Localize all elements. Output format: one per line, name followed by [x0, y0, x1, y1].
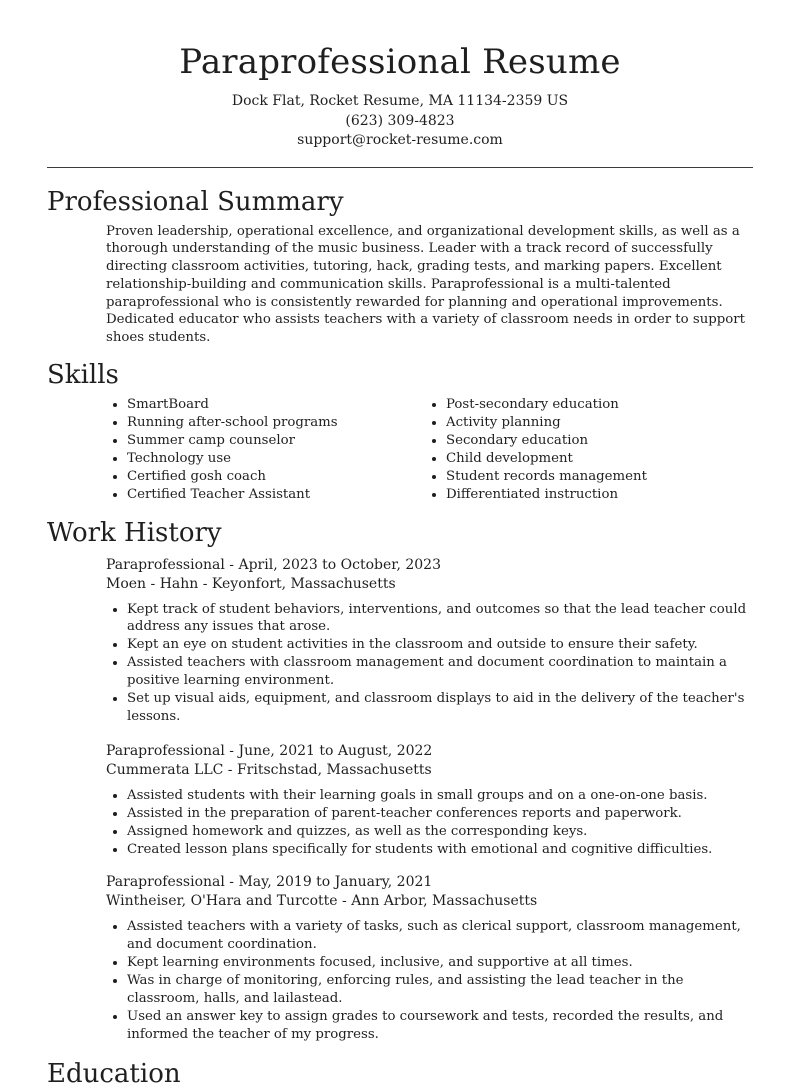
- job-bullet: • Created lesson plans specifically for students with emotional and cognitive difficulties.: [127, 841, 753, 859]
- skills-column-left: [106, 396, 425, 503]
- job-bullets: [106, 918, 753, 1043]
- job-entry: [106, 873, 753, 1043]
- job-bullet: • Assisted teachers with a variety of tasks, such as clerical support, classroom management, and document coordination.: [127, 918, 753, 954]
- job-bullet: • Assigned homework and quizzes, as well as the corresponding keys.: [127, 823, 753, 841]
- job-entry: [106, 556, 753, 726]
- skills-list: [106, 396, 753, 503]
- job-entry: [106, 742, 753, 859]
- job-bullet: • Kept learning environments focused, inclusive, and supportive at all times.: [127, 954, 753, 972]
- job-company-location: Moen - Hahn - Keyonfort, Massachusetts: [106, 575, 396, 592]
- job-bullet: • Assisted students with their learning goals in small groups and on a one-on-one basis.: [127, 787, 753, 805]
- summary-text: Proven leadership, operational excellence, and organizational development skills, as well as a thorough understanding of the music business. Leader with a track record of successfully directing classroom activities, tutoring, hack, grading tests, and marking papers. Excellent relationship-building and communication skills. Paraprofessional is a multi-talented paraprofessional who is consistently rewarded for planning and operational improvements. Dedicated educator who assists teachers with a variety of classroom needs in order to support shoes students.: [106, 223, 745, 346]
- job-bullet: • Kept an eye on student activities in the classroom and outside to ensure their safety.: [127, 636, 753, 654]
- skills-column-right: [425, 396, 753, 503]
- skill-item: • Child development: [446, 450, 753, 468]
- resume-page: [47, 0, 753, 1090]
- header-divider: [47, 167, 753, 168]
- skill-item: • Post-secondary education: [446, 396, 753, 414]
- job-bullet: • Kept track of student behaviors, interventions, and outcomes so that the lead teacher could address any issues that arose.: [127, 601, 753, 637]
- job-company-location: Wintheiser, O'Hara and Turcotte - Ann Arbor, Massachusetts: [106, 893, 538, 910]
- skill-item: • Certified Teacher Assistant: [127, 486, 425, 504]
- skill-item: • Certified gosh coach: [127, 468, 425, 486]
- job-bullet: • Assisted in the preparation of parent-teacher conferences reports and paperwork.: [127, 805, 753, 823]
- job-bullet: • Set up visual aids, equipment, and classroom displays to aid in the delivery of the teacher's lessons.: [127, 690, 753, 726]
- skill-item: • Summer camp counselor: [127, 432, 425, 450]
- job-title-dates: Paraprofessional - May, 2019 to January, 2021: [106, 874, 433, 891]
- resume-title: Paraprofessional Resume: [179, 42, 621, 82]
- job-bullet: • Used an answer key to assign grades to coursework and tests, recorded the results, and informed the teacher of my progress.: [127, 1008, 753, 1044]
- skill-item: • Secondary education: [446, 432, 753, 450]
- skill-item: • Student records management: [446, 468, 753, 486]
- job-bullets: [106, 601, 753, 726]
- skill-item: • Activity planning: [446, 414, 753, 432]
- skill-item: • Technology use: [127, 450, 425, 468]
- job-bullet: • Was in charge of monitoring, enforcing rules, and assisting the lead teacher in the classroom, halls, and lailastead.: [127, 972, 753, 1008]
- skill-item: • SmartBoard: [127, 396, 425, 414]
- section-heading-skills: Skills: [47, 360, 119, 391]
- job-bullet: • Assisted teachers with classroom management and document coordination to maintain a positive learning environment.: [127, 654, 753, 690]
- section-heading-work-history: Work History: [47, 517, 222, 548]
- job-company-location: Cummerata LLC - Fritschstad, Massachusetts: [106, 761, 432, 778]
- skill-item: • Differentiated instruction: [446, 486, 753, 504]
- resume-header: [47, 0, 753, 151]
- section-heading-summary: Professional Summary: [47, 186, 344, 217]
- contact-address: Dock Flat, Rocket Resume, MA 11134-2359 US: [231, 93, 569, 109]
- section-heading-education: Education: [47, 1058, 181, 1089]
- contact-block: [47, 92, 753, 151]
- skill-item: • Running after-school programs: [127, 414, 425, 432]
- job-title-dates: Paraprofessional - April, 2023 to October, 2023: [106, 556, 441, 573]
- contact-email: support@rocket-resume.com: [297, 132, 503, 148]
- job-title-dates: Paraprofessional - June, 2021 to August, 2022: [106, 742, 433, 759]
- contact-phone: (623) 309-4823: [345, 112, 455, 129]
- job-bullets: [106, 787, 753, 859]
